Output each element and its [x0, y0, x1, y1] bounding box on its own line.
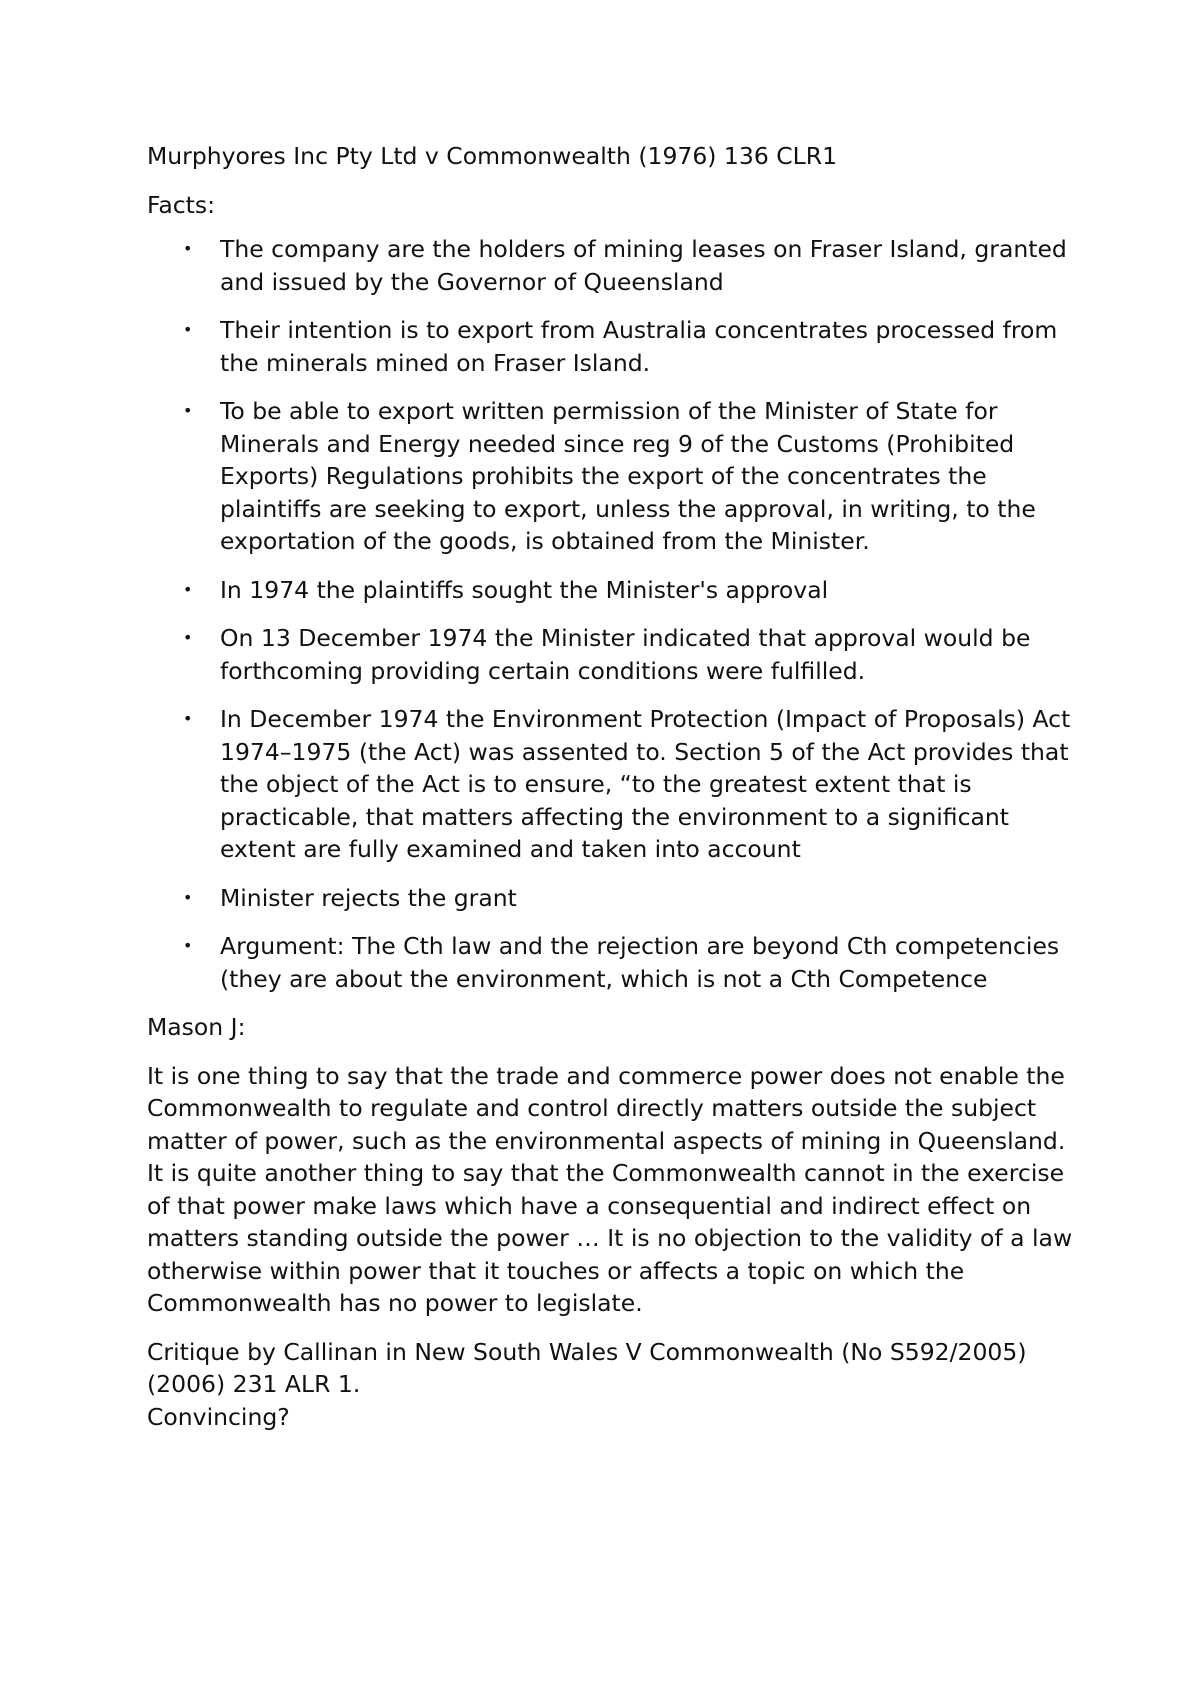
fact-text: The company are the holders of mining leases on Fraser Island, granted and issued by the Governor of Queensland — [220, 235, 1067, 296]
bullet-icon: • — [183, 401, 193, 420]
bullet-icon: • — [183, 887, 193, 907]
fact-item-2 — [147, 314, 1087, 379]
fact-item-6 — [147, 703, 1087, 866]
fact-item-1 — [147, 233, 1087, 298]
fact-item-7 — [147, 882, 1087, 915]
fact-text: In December 1974 the Environment Protection (Impact of Proposals) Act 1974–1975 (the Act) was assented to. Section 5 of the Act provides that the object of the Act is to ensure, “to the greatest extent that is practicable, that matters affecting the environment to a significant extent are fully examined and taken into account — [220, 705, 1071, 863]
fact-text: On 13 December 1974 the Minister indicated that approval would be forthcoming providing certain conditions were fulfilled. — [220, 624, 1031, 685]
fact-item-4 — [147, 574, 1087, 607]
case-title: Murphyores Inc Pty Ltd v Commonwealth (1976) 136 CLR1 — [147, 142, 838, 170]
fact-text: In 1974 the plaintiffs sought the Minister's approval — [220, 575, 829, 604]
mason-heading: Mason J: — [147, 1013, 246, 1041]
fact-text: To be able to export written permission of the Minister of State for Minerals and Energy needed since reg 9 of the Customs (Prohibited Exports) Regulations prohibits the export of the concentrates the plaintiffs are seeking to export, unless the approval, in writing, to the exportation of the goods, is obtained from the Minister. — [220, 397, 1036, 555]
mason-quote: It is one thing to say that the trade and commerce power does not enable the Commonwealth to regulate and control directly matters outside the subject matter of power, such as the environmental aspects of mining in Queensland. It is quite another thing to say that the Commonwealth cannot in the exercise of that power make laws which have a consequential and indirect effect on matters standing outside the power … It is no objection to the validity of a law otherwise within power that it touches or affects a topic on which the Commonwealth has no power to legislate. — [147, 1061, 1073, 1317]
bullet-icon: • — [183, 709, 193, 728]
facts-heading: Facts: — [147, 190, 216, 219]
fact-text: Minister rejects the grant — [220, 883, 517, 912]
fact-text: Their intention is to export from Australia concentrates processed from the minerals mined on Fraser Island. — [220, 316, 1058, 377]
critique-text: Critique by Callinan in New South Wales V Commonwealth (No S592/2005) (2006) 231 ALR 1. — [147, 1337, 1027, 1398]
fact-item-3 — [147, 395, 1087, 558]
closing-question: Convincing? — [147, 1402, 290, 1431]
fact-item-5 — [147, 622, 1087, 687]
document-page — [147, 140, 1087, 1433]
fact-item-8 — [147, 930, 1087, 995]
fact-text: Argument: The Cth law and the rejection are beyond Cth competencies (they are about the environment, which is not a Cth Competence — [220, 932, 1060, 993]
facts-list — [147, 233, 1087, 995]
bullet-icon: • — [183, 579, 193, 599]
bullet-icon: • — [183, 239, 193, 258]
bullet-icon: • — [183, 628, 193, 647]
bullet-icon: • — [183, 936, 193, 955]
bullet-icon: • — [183, 320, 193, 339]
